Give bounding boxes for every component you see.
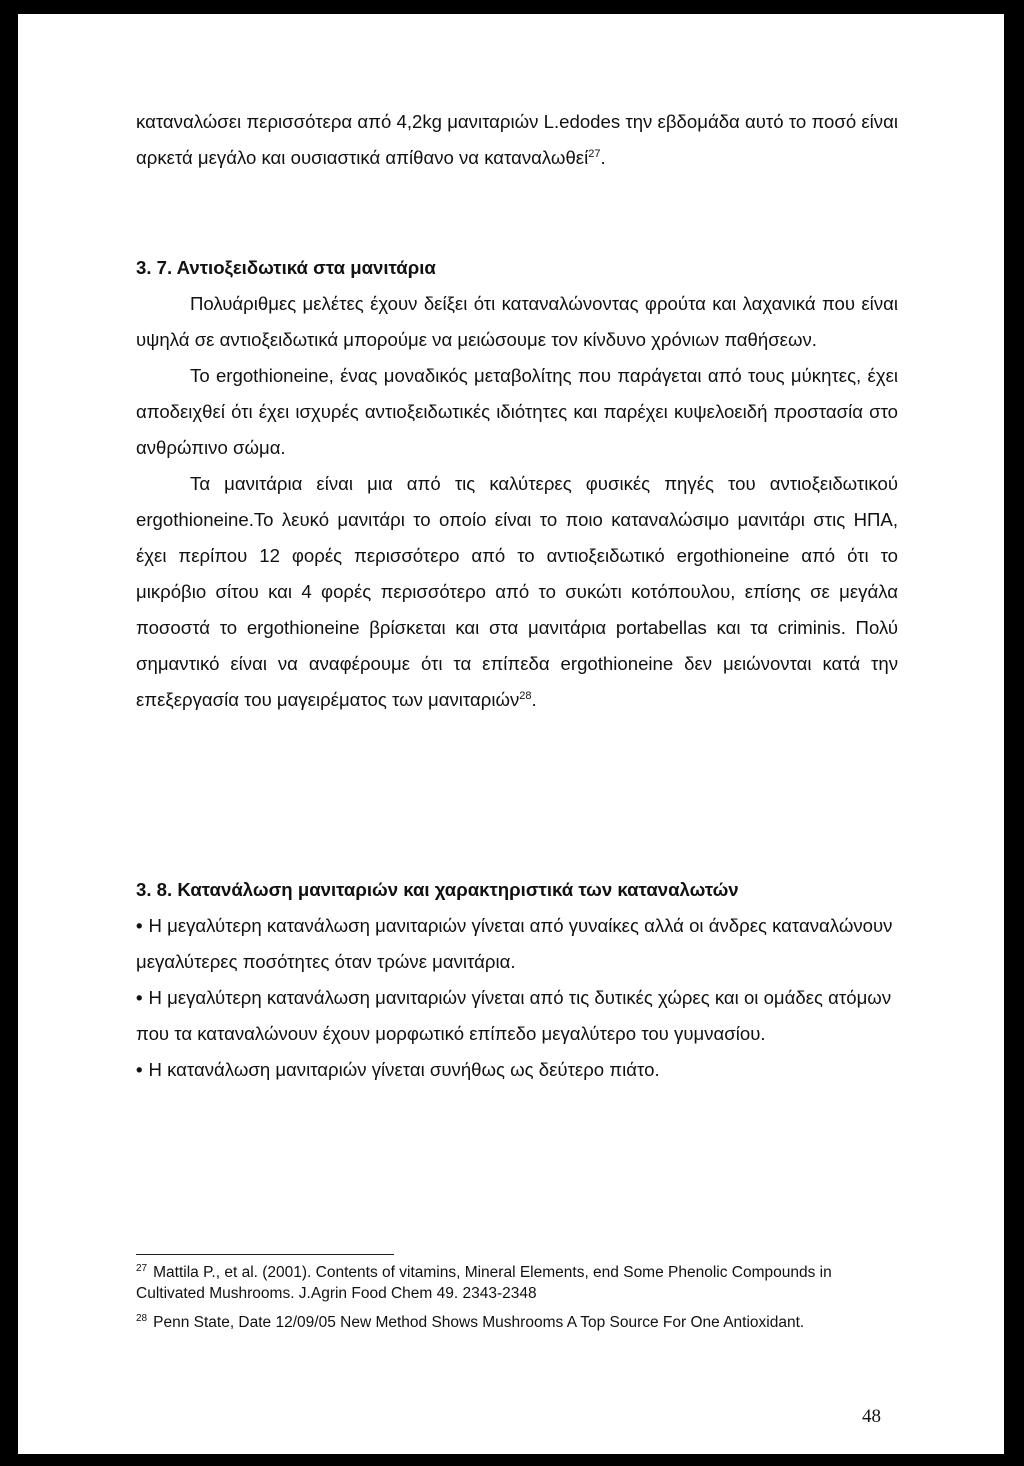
- section-3-7: [136, 250, 898, 718]
- bullet-text: Η κατανάλωση μανιταριών γίνεται συνήθως ως δεύτερο πιάτο.: [148, 1059, 660, 1080]
- footnote-ref-27: 27: [588, 147, 601, 160]
- footnote-number: 28: [136, 1312, 148, 1324]
- footnote-text: Penn State, Date 12/09/05 New Method Shows Mushrooms A Top Source For One Antioxidant.: [153, 1314, 805, 1331]
- section-3-7-heading: 3. 7. Αντιοξειδωτικά στα μανιτάρια: [136, 257, 436, 278]
- bullet-item: [136, 980, 898, 1052]
- footnote-ref-28: 28: [519, 689, 532, 702]
- bullet-icon: •: [136, 1059, 143, 1080]
- section-3-7-para-3-end: .: [531, 689, 537, 710]
- bullet-item: [136, 908, 898, 980]
- section-3-8-heading: 3. 8. Κατανάλωση μανιταριών και χαρακτηριστικά των καταναλωτών: [136, 879, 739, 900]
- footnote-27: [136, 1262, 898, 1304]
- footnote-28: [136, 1312, 898, 1333]
- footnote-number: 27: [136, 1262, 148, 1274]
- footnote-separator: [136, 1254, 394, 1255]
- intro-end: .: [600, 147, 606, 168]
- footnotes: [136, 1262, 898, 1333]
- intro-paragraph: [136, 104, 898, 176]
- bullet-item: [136, 1052, 898, 1088]
- page-number: 48: [862, 1406, 881, 1427]
- bullet-text: Η μεγαλύτερη κατανάλωση μανιταριών γίνεται από τις δυτικές χώρες και οι ομάδες ατόμων που τα καταναλώνουν έχουν μορφωτικό επίπεδο μεγαλύτερο του γυμνασίου.: [136, 987, 892, 1044]
- bullet-icon: •: [136, 987, 143, 1008]
- section-3-7-para-3: [136, 466, 898, 718]
- bullet-icon: •: [136, 915, 143, 936]
- footnote-text: Mattila P., et al. (2001). Contents of vitamins, Mineral Elements, end Some Phenolic Compounds in Cultivated Mushrooms. J.Agrin Food Chem 49. 2343-2348: [136, 1264, 832, 1302]
- document-page: [18, 14, 1004, 1454]
- section-3-7-para-3-text: Τα μανιτάρια είναι μια από τις καλύτερες φυσικές πηγές του αντιοξειδωτικού ergothioneine.Το λευκό μανιτάρι το οποίο είναι το ποιο καταναλώσιμο μανιτάρι στις ΗΠΑ, έχει περίπου 12 φορές περισσότερο από το αντιοξειδωτικό ergothioneine από ότι το μικρόβιο σίτου και 4 φορές περισσότερο από το συκώτι κοτόπουλου, επίσης σε μεγάλα ποσοστά το ergothioneine βρίσκεται και στα μανιτάρια portabellas και τα criminis. Πολύ σημαντικό είναι να αναφέρουμε ότι τα επίπεδα ergothioneine δεν μειώνονται κατά την επεξεργασία του μαγειρέματος των μανιταριών: [136, 473, 898, 710]
- section-3-7-para-1: Πολυάριθμες μελέτες έχουν δείξει ότι καταναλώνοντας φρούτα και λαχανικά που είναι υψηλά σε αντιοξειδωτικά μπορούμε να μειώσουμε τον κίνδυνο χρόνιων παθήσεων.: [136, 293, 898, 350]
- section-3-7-para-2: Το ergothioneine, ένας μοναδικός μεταβολίτης που παράγεται από τους μύκητες, έχει αποδειχθεί ότι έχει ισχυρές αντιοξειδωτικές ιδιότητες και παρέχει κυψελοειδή προστασία στο ανθρώπινο σώμα.: [136, 365, 898, 458]
- intro-text: καταναλώσει περισσότερα από 4,2kg μανιταριών L.edodes την εβδομάδα αυτό το ποσό είναι αρκετά μεγάλο και ουσιαστικά απίθανο να καταναλωθεί: [136, 111, 898, 168]
- bullet-text: Η μεγαλύτερη κατανάλωση μανιταριών γίνεται από γυναίκες αλλά οι άνδρες καταναλώνουν μεγαλύτερες ποσότητες όταν τρώνε μανιτάρια.: [136, 915, 893, 972]
- section-3-8: [136, 872, 898, 1088]
